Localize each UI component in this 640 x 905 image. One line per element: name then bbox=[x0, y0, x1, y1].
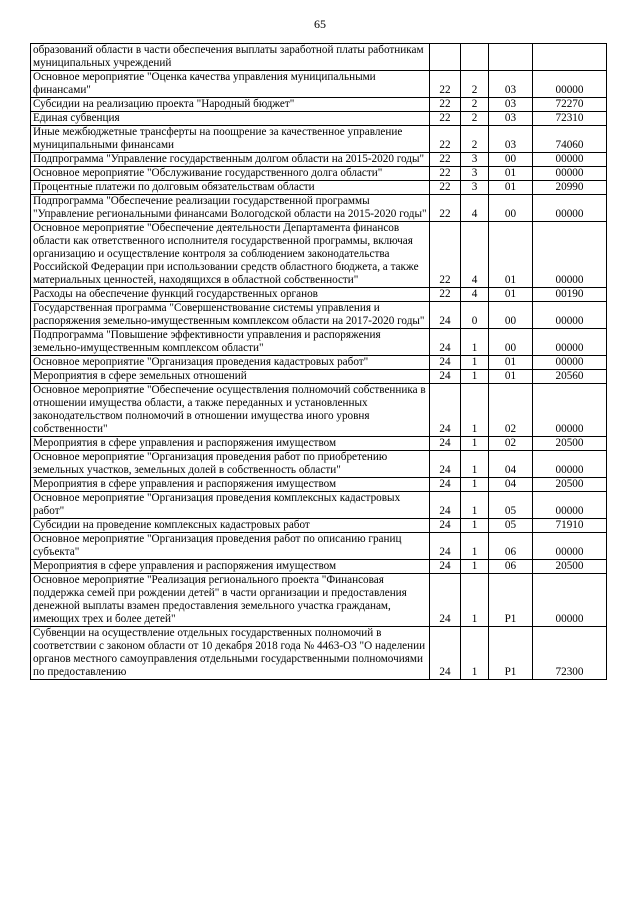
direction-code-cell: 00000 bbox=[533, 195, 607, 222]
table-row bbox=[31, 167, 607, 181]
table-row bbox=[31, 451, 607, 478]
activity-code-cell: 02 bbox=[489, 437, 533, 451]
program-code-cell: 22 bbox=[430, 98, 461, 112]
table-row bbox=[31, 627, 607, 680]
row-name-cell: Государственная программа "Совершенствование системы управления и распоряжения земельно-имущественным комплексом области на 2017-2020 годы" bbox=[31, 302, 430, 329]
activity-code-cell: 03 bbox=[489, 71, 533, 98]
table-row bbox=[31, 98, 607, 112]
activity-code-cell: 00 bbox=[489, 302, 533, 329]
activity-code-cell: 00 bbox=[489, 153, 533, 167]
program-code-cell: 24 bbox=[430, 329, 461, 356]
row-name-cell: Субвенции на осуществление отдельных государственных полномочий в соответствии с законом области от 10 декабря 2018 года № 4463-ОЗ "О наделении органов местного самоуправления отдельными государственными полномочиями по предоставлению bbox=[31, 627, 430, 680]
subprogram-code-cell: 4 bbox=[461, 195, 489, 222]
table-row bbox=[31, 533, 607, 560]
subprogram-code-cell: 1 bbox=[461, 370, 489, 384]
subprogram-code-cell: 2 bbox=[461, 112, 489, 126]
program-code-cell: 24 bbox=[430, 627, 461, 680]
table-row bbox=[31, 126, 607, 153]
row-name-cell: Основное мероприятие "Организация проведения работ по приобретению земельных участков, земельных долей в собственность области" bbox=[31, 451, 430, 478]
program-code-cell: 24 bbox=[430, 519, 461, 533]
row-name-cell: Единая субвенция bbox=[31, 112, 430, 126]
direction-code-cell: 00000 bbox=[533, 533, 607, 560]
direction-code-cell: 00000 bbox=[533, 451, 607, 478]
table-row bbox=[31, 288, 607, 302]
row-name-cell: Подпрограмма "Обеспечение реализации государственной программы "Управление региональными финансами Вологодской области на 2015-2020 годы" bbox=[31, 195, 430, 222]
subprogram-code-cell: 1 bbox=[461, 478, 489, 492]
direction-code-cell: 71910 bbox=[533, 519, 607, 533]
row-name-cell: Основное мероприятие "Организация проведения комплексных кадастровых работ" bbox=[31, 492, 430, 519]
activity-code-cell: 01 bbox=[489, 288, 533, 302]
row-name-cell: Основное мероприятие "Организация проведения кадастровых работ" bbox=[31, 356, 430, 370]
table-row bbox=[31, 560, 607, 574]
direction-code-cell: 20500 bbox=[533, 478, 607, 492]
activity-code-cell: 00 bbox=[489, 329, 533, 356]
table-body bbox=[31, 44, 607, 680]
table-row bbox=[31, 384, 607, 437]
program-code-cell: 22 bbox=[430, 288, 461, 302]
activity-code-cell: 01 bbox=[489, 167, 533, 181]
table-row bbox=[31, 329, 607, 356]
direction-code-cell: 72300 bbox=[533, 627, 607, 680]
subprogram-code-cell: 1 bbox=[461, 492, 489, 519]
table-row bbox=[31, 71, 607, 98]
direction-code-cell: 20560 bbox=[533, 370, 607, 384]
direction-code-cell: 72270 bbox=[533, 98, 607, 112]
program-code-cell: 24 bbox=[430, 437, 461, 451]
direction-code-cell: 00000 bbox=[533, 153, 607, 167]
program-code-cell: 24 bbox=[430, 384, 461, 437]
program-code-cell: 22 bbox=[430, 126, 461, 153]
direction-code-cell: 00000 bbox=[533, 492, 607, 519]
activity-code-cell: P1 bbox=[489, 627, 533, 680]
subprogram-code-cell: 0 bbox=[461, 302, 489, 329]
program-code-cell: 22 bbox=[430, 167, 461, 181]
subprogram-code-cell: 1 bbox=[461, 519, 489, 533]
table-row bbox=[31, 153, 607, 167]
row-name-cell: Подпрограмма "Повышение эффективности управления и распоряжения земельно-имущественным комплексом области" bbox=[31, 329, 430, 356]
program-code-cell: 24 bbox=[430, 356, 461, 370]
activity-code-cell: 03 bbox=[489, 98, 533, 112]
subprogram-code-cell: 2 bbox=[461, 71, 489, 98]
row-name-cell: Подпрограмма "Управление государственным долгом области на 2015-2020 годы" bbox=[31, 153, 430, 167]
subprogram-code-cell: 1 bbox=[461, 356, 489, 370]
row-name-cell: образований области в части обеспечения выплаты заработной платы работникам муниципальных учреждений bbox=[31, 44, 430, 71]
table-row bbox=[31, 302, 607, 329]
activity-code-cell: 00 bbox=[489, 195, 533, 222]
row-name-cell: Иные межбюджетные трансферты на поощрение за качественное управление муниципальными финансами bbox=[31, 126, 430, 153]
table-row bbox=[31, 370, 607, 384]
row-name-cell: Основное мероприятие "Организация проведения работ по описанию границ субъекта" bbox=[31, 533, 430, 560]
program-code-cell: 24 bbox=[430, 370, 461, 384]
program-code-cell: 22 bbox=[430, 195, 461, 222]
table-row bbox=[31, 44, 607, 71]
program-code-cell bbox=[430, 44, 461, 71]
subprogram-code-cell: 4 bbox=[461, 288, 489, 302]
program-code-cell: 24 bbox=[430, 451, 461, 478]
budget-classification-table bbox=[30, 43, 607, 680]
activity-code-cell: 06 bbox=[489, 533, 533, 560]
subprogram-code-cell bbox=[461, 44, 489, 71]
activity-code-cell: 02 bbox=[489, 384, 533, 437]
program-code-cell: 24 bbox=[430, 574, 461, 627]
direction-code-cell: 74060 bbox=[533, 126, 607, 153]
program-code-cell: 22 bbox=[430, 222, 461, 288]
program-code-cell: 24 bbox=[430, 533, 461, 560]
subprogram-code-cell: 3 bbox=[461, 167, 489, 181]
activity-code-cell: 01 bbox=[489, 181, 533, 195]
direction-code-cell: 00000 bbox=[533, 167, 607, 181]
direction-code-cell: 00000 bbox=[533, 329, 607, 356]
table-row bbox=[31, 356, 607, 370]
activity-code-cell: 01 bbox=[489, 370, 533, 384]
program-code-cell: 24 bbox=[430, 492, 461, 519]
row-name-cell: Субсидии на реализацию проекта "Народный бюджет" bbox=[31, 98, 430, 112]
direction-code-cell: 20500 bbox=[533, 437, 607, 451]
row-name-cell: Основное мероприятие "Оценка качества управления муниципальными финансами" bbox=[31, 71, 430, 98]
activity-code-cell: 04 bbox=[489, 478, 533, 492]
direction-code-cell: 00000 bbox=[533, 222, 607, 288]
subprogram-code-cell: 1 bbox=[461, 384, 489, 437]
table-row bbox=[31, 478, 607, 492]
row-name-cell: Процентные платежи по долговым обязательствам области bbox=[31, 181, 430, 195]
subprogram-code-cell: 1 bbox=[461, 560, 489, 574]
subprogram-code-cell: 4 bbox=[461, 222, 489, 288]
subprogram-code-cell: 1 bbox=[461, 574, 489, 627]
table-row bbox=[31, 437, 607, 451]
activity-code-cell bbox=[489, 44, 533, 71]
program-code-cell: 22 bbox=[430, 153, 461, 167]
row-name-cell: Мероприятия в сфере управления и распоряжения имуществом bbox=[31, 560, 430, 574]
direction-code-cell bbox=[533, 44, 607, 71]
activity-code-cell: 03 bbox=[489, 126, 533, 153]
direction-code-cell: 00000 bbox=[533, 356, 607, 370]
program-code-cell: 24 bbox=[430, 478, 461, 492]
subprogram-code-cell: 1 bbox=[461, 451, 489, 478]
row-name-cell: Основное мероприятие "Реализация регионального проекта "Финансовая поддержка семей при рождении детей" в части организации и предоставления денежной выплаты взамен предоставления земельного участка гражданам, имеющих трех и более детей" bbox=[31, 574, 430, 627]
direction-code-cell: 00190 bbox=[533, 288, 607, 302]
activity-code-cell: 05 bbox=[489, 492, 533, 519]
activity-code-cell: 01 bbox=[489, 356, 533, 370]
row-name-cell: Мероприятия в сфере управления и распоряжения имуществом bbox=[31, 478, 430, 492]
subprogram-code-cell: 1 bbox=[461, 437, 489, 451]
direction-code-cell: 20990 bbox=[533, 181, 607, 195]
table-row bbox=[31, 519, 607, 533]
subprogram-code-cell: 3 bbox=[461, 153, 489, 167]
table-row bbox=[31, 195, 607, 222]
direction-code-cell: 72310 bbox=[533, 112, 607, 126]
program-code-cell: 22 bbox=[430, 181, 461, 195]
table-row bbox=[31, 222, 607, 288]
subprogram-code-cell: 1 bbox=[461, 627, 489, 680]
direction-code-cell: 20500 bbox=[533, 560, 607, 574]
row-name-cell: Расходы на обеспечение функций государственных органов bbox=[31, 288, 430, 302]
activity-code-cell: 05 bbox=[489, 519, 533, 533]
direction-code-cell: 00000 bbox=[533, 302, 607, 329]
direction-code-cell: 00000 bbox=[533, 384, 607, 437]
table-row bbox=[31, 574, 607, 627]
program-code-cell: 24 bbox=[430, 560, 461, 574]
program-code-cell: 22 bbox=[430, 112, 461, 126]
table-row bbox=[31, 492, 607, 519]
activity-code-cell: 03 bbox=[489, 112, 533, 126]
row-name-cell: Основное мероприятие "Обслуживание государственного долга области" bbox=[31, 167, 430, 181]
subprogram-code-cell: 3 bbox=[461, 181, 489, 195]
row-name-cell: Основное мероприятие "Обеспечение осуществления полномочий собственника в отношении имущества области, а также переданных и установленных законодательством полномочий в отношении имущества иного уровня собственности" bbox=[31, 384, 430, 437]
activity-code-cell: 04 bbox=[489, 451, 533, 478]
row-name-cell: Мероприятия в сфере управления и распоряжения имуществом bbox=[31, 437, 430, 451]
row-name-cell: Субсидии на проведение комплексных кадастровых работ bbox=[31, 519, 430, 533]
row-name-cell: Мероприятия в сфере земельных отношений bbox=[31, 370, 430, 384]
activity-code-cell: 01 bbox=[489, 222, 533, 288]
activity-code-cell: 06 bbox=[489, 560, 533, 574]
program-code-cell: 22 bbox=[430, 71, 461, 98]
subprogram-code-cell: 2 bbox=[461, 126, 489, 153]
table-row bbox=[31, 181, 607, 195]
subprogram-code-cell: 2 bbox=[461, 98, 489, 112]
table-row bbox=[31, 112, 607, 126]
direction-code-cell: 00000 bbox=[533, 574, 607, 627]
subprogram-code-cell: 1 bbox=[461, 533, 489, 560]
direction-code-cell: 00000 bbox=[533, 71, 607, 98]
subprogram-code-cell: 1 bbox=[461, 329, 489, 356]
row-name-cell: Основное мероприятие "Обеспечение деятельности Департамента финансов области как ответственного исполнителя государственной программы, включая организацию и осуществление контроля за соблюдением законодательства Российской Федерации при использовании средств областного бюджета, а также материальных ценностей, находящихся в областной собственности" bbox=[31, 222, 430, 288]
activity-code-cell: P1 bbox=[489, 574, 533, 627]
page-number: 65 bbox=[314, 17, 326, 31]
program-code-cell: 24 bbox=[430, 302, 461, 329]
